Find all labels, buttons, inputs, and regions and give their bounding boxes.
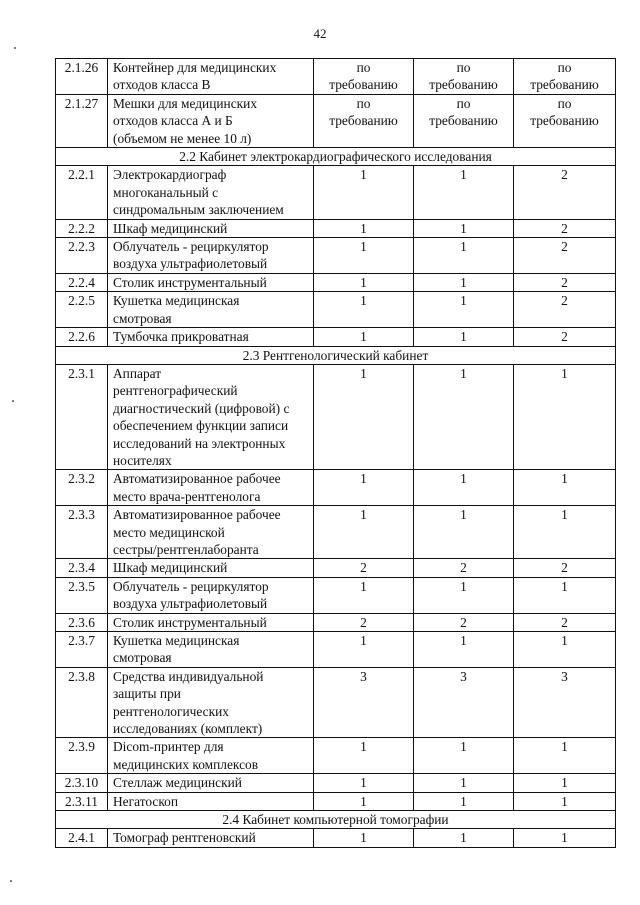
quantity-col-2: 1 (414, 577, 514, 613)
item-name: Столик инструментальный (108, 613, 314, 631)
item-name: Тумбочка прикроватная (108, 328, 314, 346)
quantity-col-2: 1 (414, 238, 514, 274)
quantity-col-2: 1 (414, 506, 514, 559)
section-title: 2.2 Кабинет электрокардиографического исследования (56, 148, 616, 166)
quantity-col-3: 2 (514, 613, 616, 631)
quantity-col-3: 1 (514, 792, 616, 810)
item-number: 2.3.11 (56, 792, 108, 810)
quantity-col-1: 1 (314, 328, 414, 346)
item-name: Dicom-принтер для медицинских комплексов (108, 738, 314, 774)
item-name: Негатоскоп (108, 792, 314, 810)
quantity-col-2: 1 (414, 166, 514, 219)
quantity-col-1: 1 (314, 792, 414, 810)
item-number: 2.3.4 (56, 559, 108, 577)
table-row (56, 166, 616, 219)
quantity-col-3: 2 (514, 559, 616, 577)
quantity-col-1: 1 (314, 166, 414, 219)
quantity-col-1: 1 (314, 219, 414, 237)
item-number: 2.2.4 (56, 273, 108, 291)
quantity-col-1: 1 (314, 238, 414, 274)
section-title: 2.4 Кабинет компьютерной томографии (56, 811, 616, 829)
table-row (56, 506, 616, 559)
quantity-col-1: 1 (314, 774, 414, 792)
table-row (56, 613, 616, 631)
item-number: 2.3.6 (56, 613, 108, 631)
table-row (56, 238, 616, 274)
item-number: 2.2.5 (56, 292, 108, 328)
quantity-col-3: по требованию (514, 59, 616, 95)
section-row (56, 811, 616, 829)
table-row (56, 792, 616, 810)
quantity-col-3: 1 (514, 738, 616, 774)
item-name: Томограф рентгеновский (108, 829, 314, 847)
quantity-col-1: 1 (314, 577, 414, 613)
table-row (56, 774, 616, 792)
quantity-col-2: 2 (414, 559, 514, 577)
item-name: Контейнер для медицинских отходов класса В (108, 59, 314, 95)
quantity-col-3: 2 (514, 238, 616, 274)
item-number: 2.3.8 (56, 667, 108, 738)
item-number: 2.2.3 (56, 238, 108, 274)
item-number: 2.2.6 (56, 328, 108, 346)
quantity-col-3: 1 (514, 577, 616, 613)
item-number: 2.3.5 (56, 577, 108, 613)
quantity-col-2: 1 (414, 292, 514, 328)
section-row (56, 346, 616, 364)
table-row (56, 470, 616, 506)
quantity-col-1: 1 (314, 292, 414, 328)
item-number: 2.3.2 (56, 470, 108, 506)
quantity-col-2: 1 (414, 829, 514, 847)
quantity-col-1: 1 (314, 364, 414, 469)
item-name: Аппарат рентгенографический диагностический (цифровой) с обеспечением функции записи исследований на электронных носителях (108, 364, 314, 469)
quantity-col-1: по требованию (314, 94, 414, 147)
quantity-col-3: по требованию (514, 94, 616, 147)
equipment-table (55, 58, 616, 848)
table-row (56, 59, 616, 95)
table-row (56, 632, 616, 668)
quantity-col-2: 1 (414, 632, 514, 668)
item-name: Облучатель - рециркулятор воздуха ультрафиолетовый (108, 238, 314, 274)
quantity-col-2: 2 (414, 613, 514, 631)
table-row (56, 328, 616, 346)
quantity-col-2: 1 (414, 738, 514, 774)
item-name: Автоматизированное рабочее место врача-рентгенолога (108, 470, 314, 506)
quantity-col-2: 1 (414, 774, 514, 792)
quantity-col-2: 1 (414, 470, 514, 506)
item-number: 2.1.27 (56, 94, 108, 147)
item-name: Мешки для медицинских отходов класса А и Б (объемом не менее 10 л) (108, 94, 314, 147)
quantity-col-3: 2 (514, 219, 616, 237)
table-row (56, 667, 616, 738)
quantity-col-3: 2 (514, 292, 616, 328)
scan-speck (14, 47, 16, 49)
table-row (56, 364, 616, 469)
item-name: Столик инструментальный (108, 273, 314, 291)
table-row (56, 577, 616, 613)
table-row (56, 219, 616, 237)
item-name: Шкаф медицинский (108, 219, 314, 237)
quantity-col-1: 2 (314, 559, 414, 577)
quantity-col-1: 1 (314, 829, 414, 847)
quantity-col-2: по требованию (414, 59, 514, 95)
item-number: 2.3.10 (56, 774, 108, 792)
item-number: 2.3.3 (56, 506, 108, 559)
section-title: 2.3 Рентгенологический кабинет (56, 346, 616, 364)
table-row (56, 829, 616, 847)
quantity-col-3: 1 (514, 774, 616, 792)
quantity-col-1: 1 (314, 632, 414, 668)
item-name: Автоматизированное рабочее место медицинской сестры/рентгенлаборанта (108, 506, 314, 559)
quantity-col-3: 2 (514, 328, 616, 346)
section-row (56, 148, 616, 166)
quantity-col-2: 3 (414, 667, 514, 738)
quantity-col-1: 1 (314, 470, 414, 506)
scan-speck (12, 400, 14, 402)
item-number: 2.3.9 (56, 738, 108, 774)
table-row (56, 94, 616, 147)
item-number: 2.3.7 (56, 632, 108, 668)
quantity-col-3: 2 (514, 166, 616, 219)
item-number: 2.4.1 (56, 829, 108, 847)
item-name: Электрокардиограф многоканальный с синдромальным заключением (108, 166, 314, 219)
quantity-col-3: 2 (514, 273, 616, 291)
item-name: Шкаф медицинский (108, 559, 314, 577)
quantity-col-1: 1 (314, 506, 414, 559)
quantity-col-1: 2 (314, 613, 414, 631)
table-row (56, 738, 616, 774)
quantity-col-3: 1 (514, 632, 616, 668)
item-name: Кушетка медицинская смотровая (108, 632, 314, 668)
table-row (56, 559, 616, 577)
quantity-col-1: 1 (314, 738, 414, 774)
quantity-col-1: 3 (314, 667, 414, 738)
quantity-col-3: 1 (514, 364, 616, 469)
quantity-col-2: 1 (414, 328, 514, 346)
quantity-col-3: 1 (514, 470, 616, 506)
quantity-col-3: 1 (514, 506, 616, 559)
quantity-col-2: 1 (414, 364, 514, 469)
item-number: 2.2.1 (56, 166, 108, 219)
quantity-col-2: 1 (414, 792, 514, 810)
quantity-col-1: по требованию (314, 59, 414, 95)
table-row (56, 273, 616, 291)
page-number: 42 (313, 26, 327, 41)
item-number: 2.3.1 (56, 364, 108, 469)
item-number: 2.2.2 (56, 219, 108, 237)
item-name: Кушетка медицинская смотровая (108, 292, 314, 328)
item-name: Облучатель - рециркулятор воздуха ультрафиолетовый (108, 577, 314, 613)
item-name: Средства индивидуальной защиты при рентгенологических исследованиях (комплект) (108, 667, 314, 738)
scan-speck (10, 880, 12, 882)
quantity-col-2: по требованию (414, 94, 514, 147)
item-number: 2.1.26 (56, 59, 108, 95)
quantity-col-3: 3 (514, 667, 616, 738)
table-row (56, 292, 616, 328)
quantity-col-3: 1 (514, 829, 616, 847)
quantity-col-2: 1 (414, 273, 514, 291)
quantity-col-1: 1 (314, 273, 414, 291)
item-name: Стеллаж медицинский (108, 774, 314, 792)
quantity-col-2: 1 (414, 219, 514, 237)
equipment-table-body (56, 59, 616, 848)
